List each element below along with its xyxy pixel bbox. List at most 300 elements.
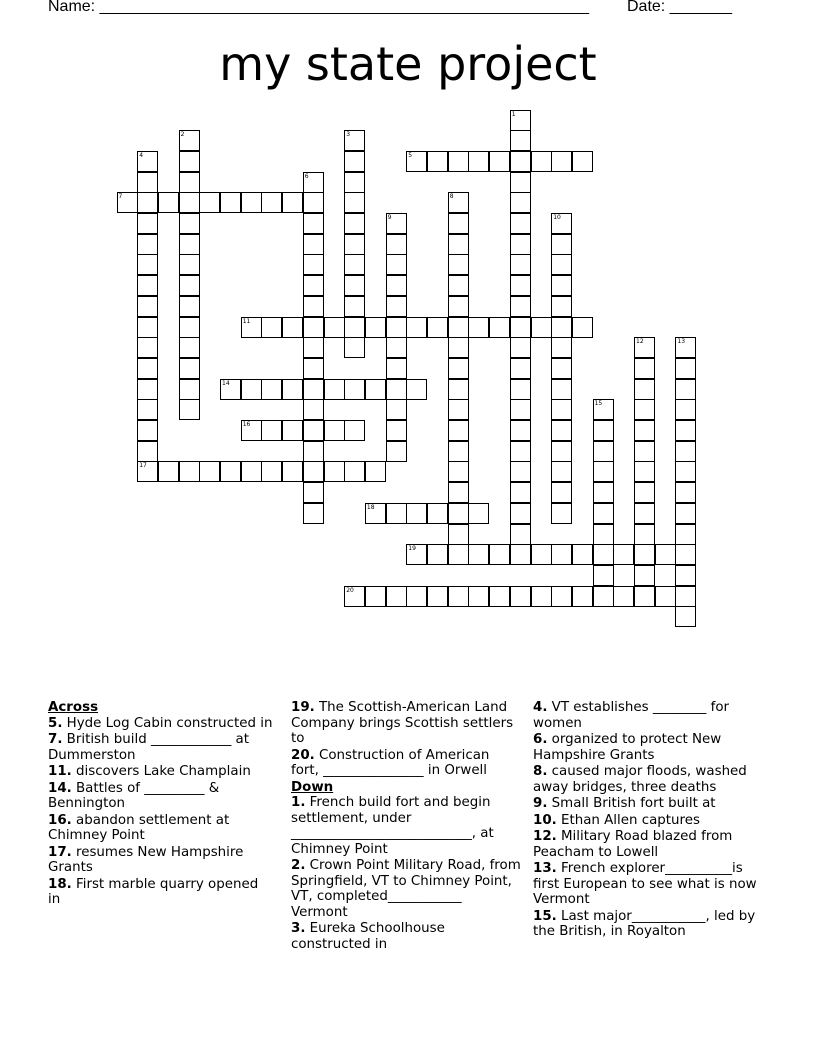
grid-cell[interactable]: [344, 461, 365, 482]
grid-cell[interactable]: [655, 544, 676, 565]
grid-cell[interactable]: [468, 151, 489, 172]
grid-cell[interactable]: [220, 379, 241, 400]
page-title: my state project: [219, 37, 597, 91]
clue-text: Last major___________, led by the British, in Royalton: [533, 908, 756, 939]
grid-cell[interactable]: [386, 503, 407, 524]
grid-cell[interactable]: [344, 172, 365, 193]
grid-cell[interactable]: [510, 151, 531, 172]
grid-cell[interactable]: [427, 151, 448, 172]
grid-cell[interactable]: [261, 379, 282, 400]
grid-cell[interactable]: [448, 379, 469, 400]
grid-cell[interactable]: [531, 544, 552, 565]
grid-cell[interactable]: [675, 337, 696, 358]
grid-cell[interactable]: [386, 441, 407, 462]
grid-cell[interactable]: [613, 544, 634, 565]
grid-cell[interactable]: [179, 461, 200, 482]
grid-cell[interactable]: [427, 317, 448, 338]
grid-cell[interactable]: [241, 379, 262, 400]
grid-cell[interactable]: [551, 544, 572, 565]
grid-cell[interactable]: [303, 441, 324, 462]
clue-across-11: [48, 764, 274, 780]
grid-cell[interactable]: [468, 317, 489, 338]
grid-cell[interactable]: [551, 213, 572, 234]
clue-down-8: [533, 764, 765, 795]
grid-cell[interactable]: [137, 461, 158, 482]
grid-cell[interactable]: [510, 130, 531, 151]
grid-cell[interactable]: [365, 379, 386, 400]
grid-cell[interactable]: [406, 586, 427, 607]
grid-cell[interactable]: [282, 192, 303, 213]
grid-cell[interactable]: [675, 503, 696, 524]
grid-cell[interactable]: [179, 234, 200, 255]
grid-cell[interactable]: [468, 503, 489, 524]
grid-cell[interactable]: [675, 461, 696, 482]
clue-number: 9.: [533, 796, 548, 811]
clue-across-16: [48, 813, 274, 844]
grid-cell[interactable]: [344, 296, 365, 317]
grid-cell[interactable]: [386, 296, 407, 317]
grid-cell[interactable]: [448, 399, 469, 420]
grid-cell[interactable]: [448, 192, 469, 213]
grid-cell[interactable]: [386, 379, 407, 400]
clue-number: 18.: [48, 876, 72, 892]
grid-cell[interactable]: [282, 420, 303, 441]
grid-cell[interactable]: [510, 524, 531, 545]
grid-cell[interactable]: [344, 317, 365, 338]
cell-number: 9: [387, 214, 392, 221]
clues-column-3: [533, 700, 765, 941]
grid-cell[interactable]: [448, 234, 469, 255]
grid-cell[interactable]: [386, 275, 407, 296]
grid-cell[interactable]: [448, 337, 469, 358]
clue-text: Battles of _________ & Bennington: [48, 780, 220, 811]
grid-cell[interactable]: [551, 275, 572, 296]
grid-cell[interactable]: [241, 420, 262, 441]
grid-cell[interactable]: [137, 379, 158, 400]
grid-cell[interactable]: [634, 461, 655, 482]
grid-cell[interactable]: [510, 275, 531, 296]
grid-cell[interactable]: [303, 234, 324, 255]
grid-cell[interactable]: [593, 482, 614, 503]
grid-cell[interactable]: [551, 317, 572, 338]
clue-text: caused major floods, washed away bridges, three deaths: [533, 764, 747, 795]
grid-cell[interactable]: [303, 420, 324, 441]
grid-cell[interactable]: [137, 275, 158, 296]
grid-cell[interactable]: [179, 379, 200, 400]
grid-cell[interactable]: [448, 503, 469, 524]
clue-number: 19.: [291, 700, 315, 715]
grid-cell[interactable]: [386, 358, 407, 379]
grid-cell[interactable]: [179, 192, 200, 213]
clue-text: VT establishes ________ for women: [533, 700, 730, 731]
clue-text: French explorer__________is first European to see what is now Vermont: [533, 861, 757, 907]
cell-number: 13: [677, 338, 686, 346]
grid-cell[interactable]: [386, 399, 407, 420]
grid-cell[interactable]: [324, 461, 345, 482]
grid-cell[interactable]: [179, 296, 200, 317]
grid-cell[interactable]: [137, 420, 158, 441]
grid-cell[interactable]: [179, 358, 200, 379]
clue-across-19: [291, 700, 521, 747]
grid-cell[interactable]: [675, 399, 696, 420]
grid-cell[interactable]: [303, 337, 324, 358]
clue-text: The Scottish-American Land Company brings Scottish settlers to: [291, 700, 514, 746]
grid-cell[interactable]: [324, 420, 345, 441]
grid-cell[interactable]: [551, 461, 572, 482]
grid-cell[interactable]: [510, 420, 531, 441]
clue-down-1: [291, 795, 521, 857]
grid-cell[interactable]: [634, 379, 655, 400]
grid-cell[interactable]: [593, 524, 614, 545]
grid-cell[interactable]: [448, 544, 469, 565]
grid-cell[interactable]: [531, 586, 552, 607]
grid-cell[interactable]: [613, 586, 634, 607]
grid-cell[interactable]: [137, 296, 158, 317]
grid-cell[interactable]: [448, 586, 469, 607]
grid-cell[interactable]: [427, 544, 448, 565]
grid-cell[interactable]: [303, 296, 324, 317]
grid-cell[interactable]: [179, 337, 200, 358]
grid-cell[interactable]: [634, 441, 655, 462]
clue-number: 16.: [48, 812, 72, 828]
grid-cell[interactable]: [510, 110, 531, 131]
grid-cell[interactable]: [510, 586, 531, 607]
grid-cell[interactable]: [365, 461, 386, 482]
grid-cell[interactable]: [303, 172, 324, 193]
grid-cell[interactable]: [406, 544, 427, 565]
grid-cell[interactable]: [448, 151, 469, 172]
grid-cell[interactable]: [675, 565, 696, 586]
grid-cell[interactable]: [510, 461, 531, 482]
grid-cell[interactable]: [179, 275, 200, 296]
grid-cell[interactable]: [406, 379, 427, 400]
grid-cell[interactable]: [386, 317, 407, 338]
grid-cell[interactable]: [427, 586, 448, 607]
clue-number: 15.: [533, 908, 557, 924]
grid-cell[interactable]: [137, 337, 158, 358]
grid-cell[interactable]: [344, 337, 365, 358]
cell-number: 4: [139, 151, 144, 159]
grid-cell[interactable]: [448, 482, 469, 503]
cell-number: 20: [346, 586, 354, 594]
grid-cell[interactable]: [261, 461, 282, 482]
grid-cell[interactable]: [344, 586, 365, 607]
grid-cell[interactable]: [241, 461, 262, 482]
grid-cell[interactable]: [675, 524, 696, 545]
grid-cell[interactable]: [510, 337, 531, 358]
grid-cell[interactable]: [344, 379, 365, 400]
grid-cell[interactable]: [634, 503, 655, 524]
grid-cell[interactable]: [137, 358, 158, 379]
grid-cell[interactable]: [551, 234, 572, 255]
grid-cell[interactable]: [179, 130, 200, 151]
grid-cell[interactable]: [448, 524, 469, 545]
clue-across-20: [291, 748, 521, 779]
grid-cell[interactable]: [179, 399, 200, 420]
grid-cell[interactable]: [551, 379, 572, 400]
grid-cell[interactable]: [137, 399, 158, 420]
cell-number: 10: [553, 214, 561, 221]
grid-cell[interactable]: [406, 151, 427, 172]
grid-cell[interactable]: [324, 379, 345, 400]
grid-cell[interactable]: [365, 317, 386, 338]
grid-cell[interactable]: [510, 544, 531, 565]
clue-down-4: [533, 700, 765, 731]
clue-text: French build fort and begin settlement, under ___________________________, at Chimney Point: [291, 795, 494, 857]
grid-cell[interactable]: [510, 234, 531, 255]
grid-cell[interactable]: [282, 317, 303, 338]
grid-cell[interactable]: [386, 254, 407, 275]
grid-cell[interactable]: [179, 317, 200, 338]
clue-down-12: [533, 829, 765, 860]
grid-cell[interactable]: [551, 441, 572, 462]
grid-cell[interactable]: [489, 151, 510, 172]
grid-cell[interactable]: [510, 503, 531, 524]
grid-cell[interactable]: [551, 399, 572, 420]
grid-cell[interactable]: [634, 544, 655, 565]
grid-cell[interactable]: [303, 461, 324, 482]
grid-cell[interactable]: [137, 192, 158, 213]
grid-cell[interactable]: [179, 254, 200, 275]
grid-cell[interactable]: [634, 524, 655, 545]
grid-cell[interactable]: [324, 317, 345, 338]
clue-text: organized to protect New Hampshire Grants: [533, 732, 722, 763]
grid-cell[interactable]: [551, 337, 572, 358]
grid-cell[interactable]: [220, 461, 241, 482]
grid-cell[interactable]: [344, 130, 365, 151]
cell-number: 14: [222, 379, 230, 387]
clue-number: 4.: [533, 700, 548, 715]
grid-cell[interactable]: [344, 420, 365, 441]
grid-cell[interactable]: [303, 254, 324, 275]
cell-number: 5: [408, 151, 413, 159]
grid-cell[interactable]: [282, 461, 303, 482]
grid-cell[interactable]: [137, 254, 158, 275]
clue-down-10: [533, 813, 765, 829]
grid-cell[interactable]: [448, 420, 469, 441]
grid-cell[interactable]: [489, 586, 510, 607]
clue-down-2: [291, 858, 521, 920]
grid-cell[interactable]: [448, 358, 469, 379]
grid-cell[interactable]: [137, 441, 158, 462]
grid-cell[interactable]: [510, 192, 531, 213]
grid-cell[interactable]: [551, 482, 572, 503]
grid-cell[interactable]: [634, 399, 655, 420]
grid-cell[interactable]: [406, 503, 427, 524]
grid-cell[interactable]: [551, 503, 572, 524]
grid-cell[interactable]: [261, 420, 282, 441]
clue-number: 17.: [48, 844, 72, 860]
grid-cell[interactable]: [634, 586, 655, 607]
grid-cell[interactable]: [303, 213, 324, 234]
grid-cell[interactable]: [241, 192, 262, 213]
grid-cell[interactable]: [551, 358, 572, 379]
grid-cell[interactable]: [572, 317, 593, 338]
grid-cell[interactable]: [427, 503, 448, 524]
grid-cell[interactable]: [634, 482, 655, 503]
grid-cell[interactable]: [303, 358, 324, 379]
clue-down-13: [533, 861, 765, 908]
grid-cell[interactable]: [303, 275, 324, 296]
grid-cell[interactable]: [282, 379, 303, 400]
grid-cell[interactable]: [261, 192, 282, 213]
grid-cell[interactable]: [344, 192, 365, 213]
grid-cell[interactable]: [551, 151, 572, 172]
grid-cell[interactable]: [468, 586, 489, 607]
grid-cell[interactable]: [137, 213, 158, 234]
clue-text: First marble quarry opened in: [48, 876, 259, 907]
grid-cell[interactable]: [634, 358, 655, 379]
grid-cell[interactable]: [117, 192, 138, 213]
clue-across-14: [48, 781, 274, 812]
grid-cell[interactable]: [551, 586, 572, 607]
grid-cell[interactable]: [634, 337, 655, 358]
clue-text: Small British fort built at: [551, 796, 716, 811]
grid-cell[interactable]: [303, 482, 324, 503]
cell-number: 15: [594, 400, 603, 408]
grid-cell[interactable]: [261, 317, 282, 338]
grid-cell[interactable]: [448, 317, 469, 338]
clue-number: 12.: [533, 829, 557, 844]
grid-cell[interactable]: [386, 234, 407, 255]
clue-down-9: [533, 796, 765, 812]
clue-number: 6.: [533, 732, 548, 747]
grid-cell[interactable]: [572, 544, 593, 565]
date-field-label: Date: _______: [627, 0, 732, 15]
cell-number: 19: [408, 545, 416, 553]
clue-across-7: [48, 732, 274, 763]
grid-cell[interactable]: [675, 379, 696, 400]
grid-cell[interactable]: [531, 151, 552, 172]
grid-cell[interactable]: [199, 192, 220, 213]
grid-cell[interactable]: [199, 461, 220, 482]
grid-cell[interactable]: [158, 461, 179, 482]
grid-cell[interactable]: [386, 337, 407, 358]
grid-cell[interactable]: [510, 172, 531, 193]
name-field-label: Name: _______________________________________________________: [48, 0, 589, 15]
grid-cell[interactable]: [510, 358, 531, 379]
clue-number: 3.: [291, 921, 306, 936]
grid-cell[interactable]: [510, 441, 531, 462]
grid-cell[interactable]: [510, 296, 531, 317]
grid-cell[interactable]: [344, 213, 365, 234]
clue-text: Hyde Log Cabin constructed in: [66, 715, 273, 731]
clue-text: Construction of American fort, _______________ in Orwell: [291, 747, 490, 778]
grid-cell[interactable]: [303, 399, 324, 420]
grid-cell[interactable]: [510, 317, 531, 338]
grid-cell[interactable]: [510, 213, 531, 234]
clue-across-5: [48, 716, 274, 732]
grid-cell[interactable]: [551, 296, 572, 317]
grid-cell[interactable]: [675, 544, 696, 565]
grid-cell[interactable]: [510, 379, 531, 400]
grid-cell[interactable]: [448, 441, 469, 462]
grid-cell[interactable]: [593, 399, 614, 420]
cell-number: 17: [139, 462, 147, 470]
grid-cell[interactable]: [593, 544, 614, 565]
cell-number: 11: [242, 317, 251, 325]
grid-cell[interactable]: [572, 586, 593, 607]
grid-cell[interactable]: [220, 192, 241, 213]
grid-cell[interactable]: [344, 234, 365, 255]
grid-cell[interactable]: [675, 606, 696, 627]
grid-cell[interactable]: [344, 275, 365, 296]
grid-cell[interactable]: [386, 213, 407, 234]
grid-cell[interactable]: [386, 586, 407, 607]
grid-cell[interactable]: [510, 254, 531, 275]
grid-cell[interactable]: [510, 399, 531, 420]
grid-cell[interactable]: [489, 544, 510, 565]
grid-cell[interactable]: [386, 420, 407, 441]
grid-cell[interactable]: [510, 482, 531, 503]
grid-cell[interactable]: [344, 151, 365, 172]
grid-cell[interactable]: [448, 213, 469, 234]
grid-cell[interactable]: [634, 565, 655, 586]
clue-number: 20.: [291, 747, 315, 763]
grid-cell[interactable]: [179, 213, 200, 234]
clue-number: 2.: [291, 858, 306, 873]
across-heading: Across: [48, 700, 99, 715]
clue-across-17: [48, 845, 274, 876]
grid-cell[interactable]: [406, 317, 427, 338]
grid-cell[interactable]: [634, 420, 655, 441]
grid-cell[interactable]: [303, 192, 324, 213]
grid-cell[interactable]: [365, 586, 386, 607]
grid-cell[interactable]: [593, 420, 614, 441]
grid-cell[interactable]: [448, 254, 469, 275]
grid-cell[interactable]: [179, 151, 200, 172]
clue-down-3: [291, 921, 521, 952]
grid-cell[interactable]: [675, 586, 696, 607]
grid-cell[interactable]: [137, 151, 158, 172]
cell-number: 1: [511, 110, 516, 118]
grid-cell[interactable]: [655, 586, 676, 607]
grid-cell[interactable]: [303, 503, 324, 524]
grid-cell[interactable]: [593, 565, 614, 586]
grid-cell[interactable]: [572, 151, 593, 172]
grid-cell[interactable]: [593, 586, 614, 607]
grid-cell[interactable]: [158, 192, 179, 213]
grid-cell[interactable]: [593, 441, 614, 462]
grid-cell[interactable]: [468, 544, 489, 565]
grid-cell[interactable]: [179, 172, 200, 193]
grid-cell[interactable]: [137, 317, 158, 338]
grid-cell[interactable]: [593, 461, 614, 482]
grid-cell[interactable]: [137, 172, 158, 193]
grid-cell[interactable]: [593, 503, 614, 524]
grid-cell[interactable]: [303, 317, 324, 338]
grid-cell[interactable]: [531, 317, 552, 338]
grid-cell[interactable]: [344, 254, 365, 275]
grid-cell[interactable]: [675, 441, 696, 462]
grid-cell[interactable]: [551, 254, 572, 275]
grid-cell[interactable]: [241, 317, 262, 338]
grid-cell[interactable]: [365, 503, 386, 524]
grid-cell[interactable]: [303, 379, 324, 400]
grid-cell[interactable]: [448, 296, 469, 317]
grid-cell[interactable]: [675, 482, 696, 503]
grid-cell[interactable]: [675, 358, 696, 379]
clue-text: resumes New Hampshire Grants: [48, 844, 244, 875]
cell-number: 8: [449, 193, 454, 201]
grid-cell[interactable]: [448, 461, 469, 482]
grid-cell[interactable]: [489, 317, 510, 338]
grid-cell[interactable]: [137, 234, 158, 255]
grid-cell[interactable]: [551, 420, 572, 441]
grid-cell[interactable]: [448, 275, 469, 296]
grid-cell[interactable]: [675, 420, 696, 441]
cell-number: 16: [242, 421, 251, 428]
